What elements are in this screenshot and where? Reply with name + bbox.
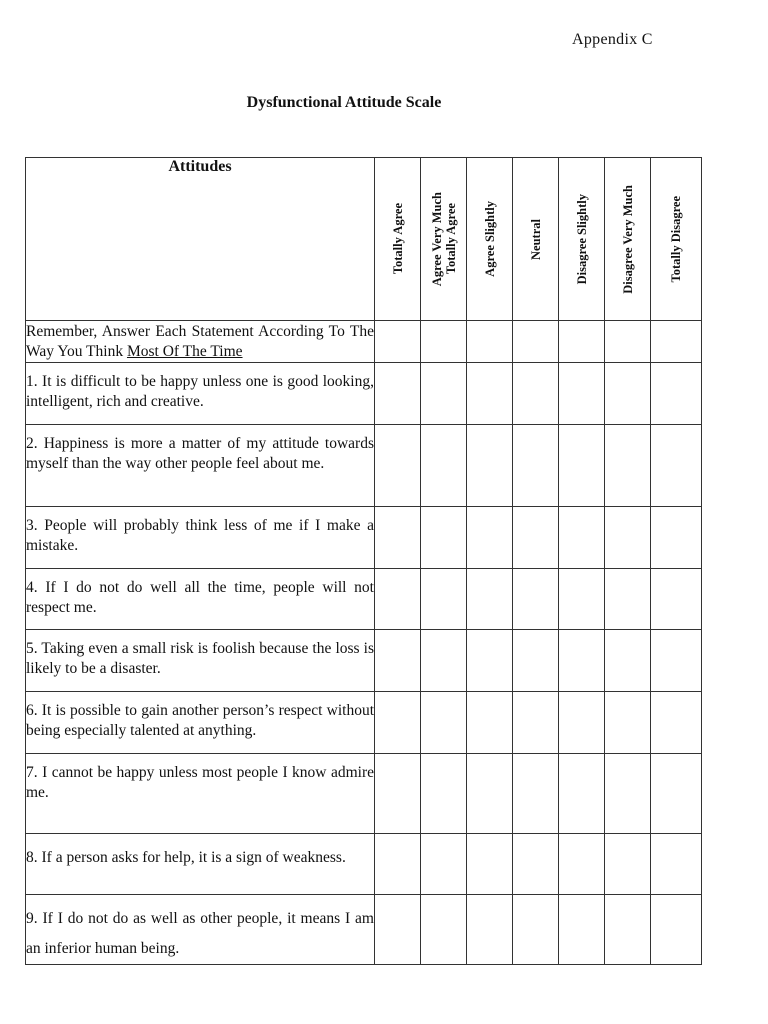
rating-cell[interactable]	[421, 569, 467, 630]
instruction-emphasis: Most Of The Time	[126, 343, 243, 360]
rating-cell[interactable]	[375, 692, 421, 754]
attitudes-header: Attitudes	[26, 158, 375, 321]
rating-cell[interactable]	[513, 754, 559, 834]
page-title: Dysfunctional Attitude Scale	[246, 94, 442, 111]
col-header-agree-slightly	[467, 158, 513, 321]
statement-row	[26, 425, 702, 507]
statement-label: 4. If I do not do well all the time, people will not respect me.	[26, 579, 374, 616]
col-header-line: Agree Slightly	[482, 201, 497, 277]
header-row	[26, 158, 702, 321]
rating-cell[interactable]	[375, 321, 421, 363]
rating-cell[interactable]	[513, 834, 559, 895]
rating-cell[interactable]	[467, 834, 513, 895]
rating-cell[interactable]	[421, 895, 467, 965]
statement-text	[26, 834, 375, 895]
statement-text	[26, 754, 375, 834]
rating-cell[interactable]	[467, 754, 513, 834]
statement-label: 8. If a person asks for help, it is a sign of weakness.	[26, 849, 346, 866]
col-header-totally-agree	[375, 158, 421, 321]
rating-cell[interactable]	[467, 630, 513, 692]
rating-cell[interactable]	[605, 569, 651, 630]
statement-row	[26, 630, 702, 692]
rating-cell[interactable]	[605, 507, 651, 569]
rating-cell[interactable]	[513, 692, 559, 754]
rating-cell[interactable]	[513, 507, 559, 569]
rating-cell[interactable]	[559, 692, 605, 754]
appendix-label: Appendix C	[572, 31, 653, 48]
rating-cell[interactable]	[375, 569, 421, 630]
rating-cell[interactable]	[513, 569, 559, 630]
rating-cell[interactable]	[375, 754, 421, 834]
rating-cell[interactable]	[559, 425, 605, 507]
instruction-row	[26, 321, 702, 363]
rating-cell[interactable]	[559, 569, 605, 630]
statement-row	[26, 569, 702, 630]
col-header-line: Totally Agree	[443, 203, 458, 275]
rating-cell[interactable]	[467, 321, 513, 363]
statement-label: 7. I cannot be happy unless most people I know admire me.	[26, 764, 374, 801]
rating-cell[interactable]	[467, 569, 513, 630]
rating-cell[interactable]	[421, 834, 467, 895]
rating-cell[interactable]	[467, 363, 513, 425]
statement-label: 3. People will probably think less of me if I make a mistake.	[26, 517, 374, 554]
col-header-totally-disagree	[651, 158, 702, 321]
col-header-neutral	[513, 158, 559, 321]
col-header-line: Agree Very Much	[429, 191, 444, 287]
rating-cell[interactable]	[375, 895, 421, 965]
statement-text	[26, 630, 375, 692]
rating-cell[interactable]	[651, 507, 702, 569]
rating-cell[interactable]	[651, 630, 702, 692]
rating-cell[interactable]	[467, 425, 513, 507]
statement-row	[26, 507, 702, 569]
col-header-line: Totally Agree	[390, 203, 405, 275]
statement-label: 6. It is possible to gain another person’s respect without being especially talented at anything.	[26, 702, 374, 739]
statement-text	[26, 895, 375, 965]
rating-cell[interactable]	[513, 895, 559, 965]
col-header-line: Totally Disagree	[669, 195, 683, 283]
col-header-line: Disagree Slightly	[574, 193, 589, 285]
rating-cell[interactable]	[651, 834, 702, 895]
rating-cell[interactable]	[513, 321, 559, 363]
col-header-disagree-slightly	[559, 158, 605, 321]
rating-cell[interactable]	[559, 321, 605, 363]
rating-cell[interactable]	[605, 321, 651, 363]
rating-cell[interactable]	[559, 630, 605, 692]
col-header-line: Disagree Very Much	[620, 184, 635, 294]
rating-cell[interactable]	[651, 321, 702, 363]
statement-label: 1. It is difficult to be happy unless one is good looking, intelligent, rich and creative.	[26, 373, 374, 410]
rating-cell[interactable]	[605, 425, 651, 507]
col-header-agree-very-much	[421, 158, 467, 321]
rating-cell[interactable]	[651, 425, 702, 507]
statement-row	[26, 895, 702, 965]
statement-row	[26, 754, 702, 834]
rating-cell[interactable]	[605, 692, 651, 754]
rating-cell[interactable]	[421, 507, 467, 569]
rating-cell[interactable]	[651, 363, 702, 425]
rating-cell[interactable]	[467, 507, 513, 569]
col-header-line: Neutral	[528, 218, 543, 260]
rating-cell[interactable]	[651, 692, 702, 754]
rating-cell[interactable]	[559, 834, 605, 895]
rating-cell[interactable]	[375, 425, 421, 507]
statement-row	[26, 363, 702, 425]
rating-cell[interactable]	[559, 895, 605, 965]
attitude-scale-table	[25, 157, 702, 965]
rating-cell[interactable]	[651, 895, 702, 965]
rating-cell[interactable]	[513, 630, 559, 692]
rating-cell[interactable]	[375, 834, 421, 895]
rating-cell[interactable]	[605, 754, 651, 834]
rating-cell[interactable]	[559, 754, 605, 834]
statement-row	[26, 692, 702, 754]
rating-cell[interactable]	[513, 363, 559, 425]
rating-cell[interactable]	[421, 630, 467, 692]
rating-cell[interactable]	[375, 363, 421, 425]
statement-text	[26, 692, 375, 754]
rating-cell[interactable]	[513, 425, 559, 507]
instruction-text	[26, 321, 375, 363]
rating-cell[interactable]	[559, 363, 605, 425]
statement-label: 5. Taking even a small risk is foolish because the loss is likely to be a disaster.	[26, 640, 374, 677]
rating-cell[interactable]	[651, 754, 702, 834]
statement-row	[26, 834, 702, 895]
rating-cell[interactable]	[421, 321, 467, 363]
rating-cell[interactable]	[605, 895, 651, 965]
statement-label: 2. Happiness is more a matter of my attitude towards myself than the way other people feel about me.	[26, 435, 374, 472]
rating-cell[interactable]	[559, 507, 605, 569]
rating-cell[interactable]	[467, 692, 513, 754]
rating-cell[interactable]	[421, 425, 467, 507]
statement-text	[26, 425, 375, 507]
rating-cell[interactable]	[605, 363, 651, 425]
rating-cell[interactable]	[375, 507, 421, 569]
rating-cell[interactable]	[605, 834, 651, 895]
rating-cell[interactable]	[467, 895, 513, 965]
rating-cell[interactable]	[421, 692, 467, 754]
rating-cell[interactable]	[605, 630, 651, 692]
rating-cell[interactable]	[651, 569, 702, 630]
rating-cell[interactable]	[375, 630, 421, 692]
statement-text	[26, 569, 375, 630]
rating-cell[interactable]	[421, 363, 467, 425]
rating-cell[interactable]	[421, 754, 467, 834]
statement-text	[26, 363, 375, 425]
statement-text	[26, 507, 375, 569]
col-header-disagree-very-much	[605, 158, 651, 321]
instruction-prefix: Remember, Answer Each Statement According To The Way You Think	[26, 323, 374, 360]
statement-label: 9. If I do not do as well as other people, it means I am an inferior human being.	[26, 910, 374, 957]
